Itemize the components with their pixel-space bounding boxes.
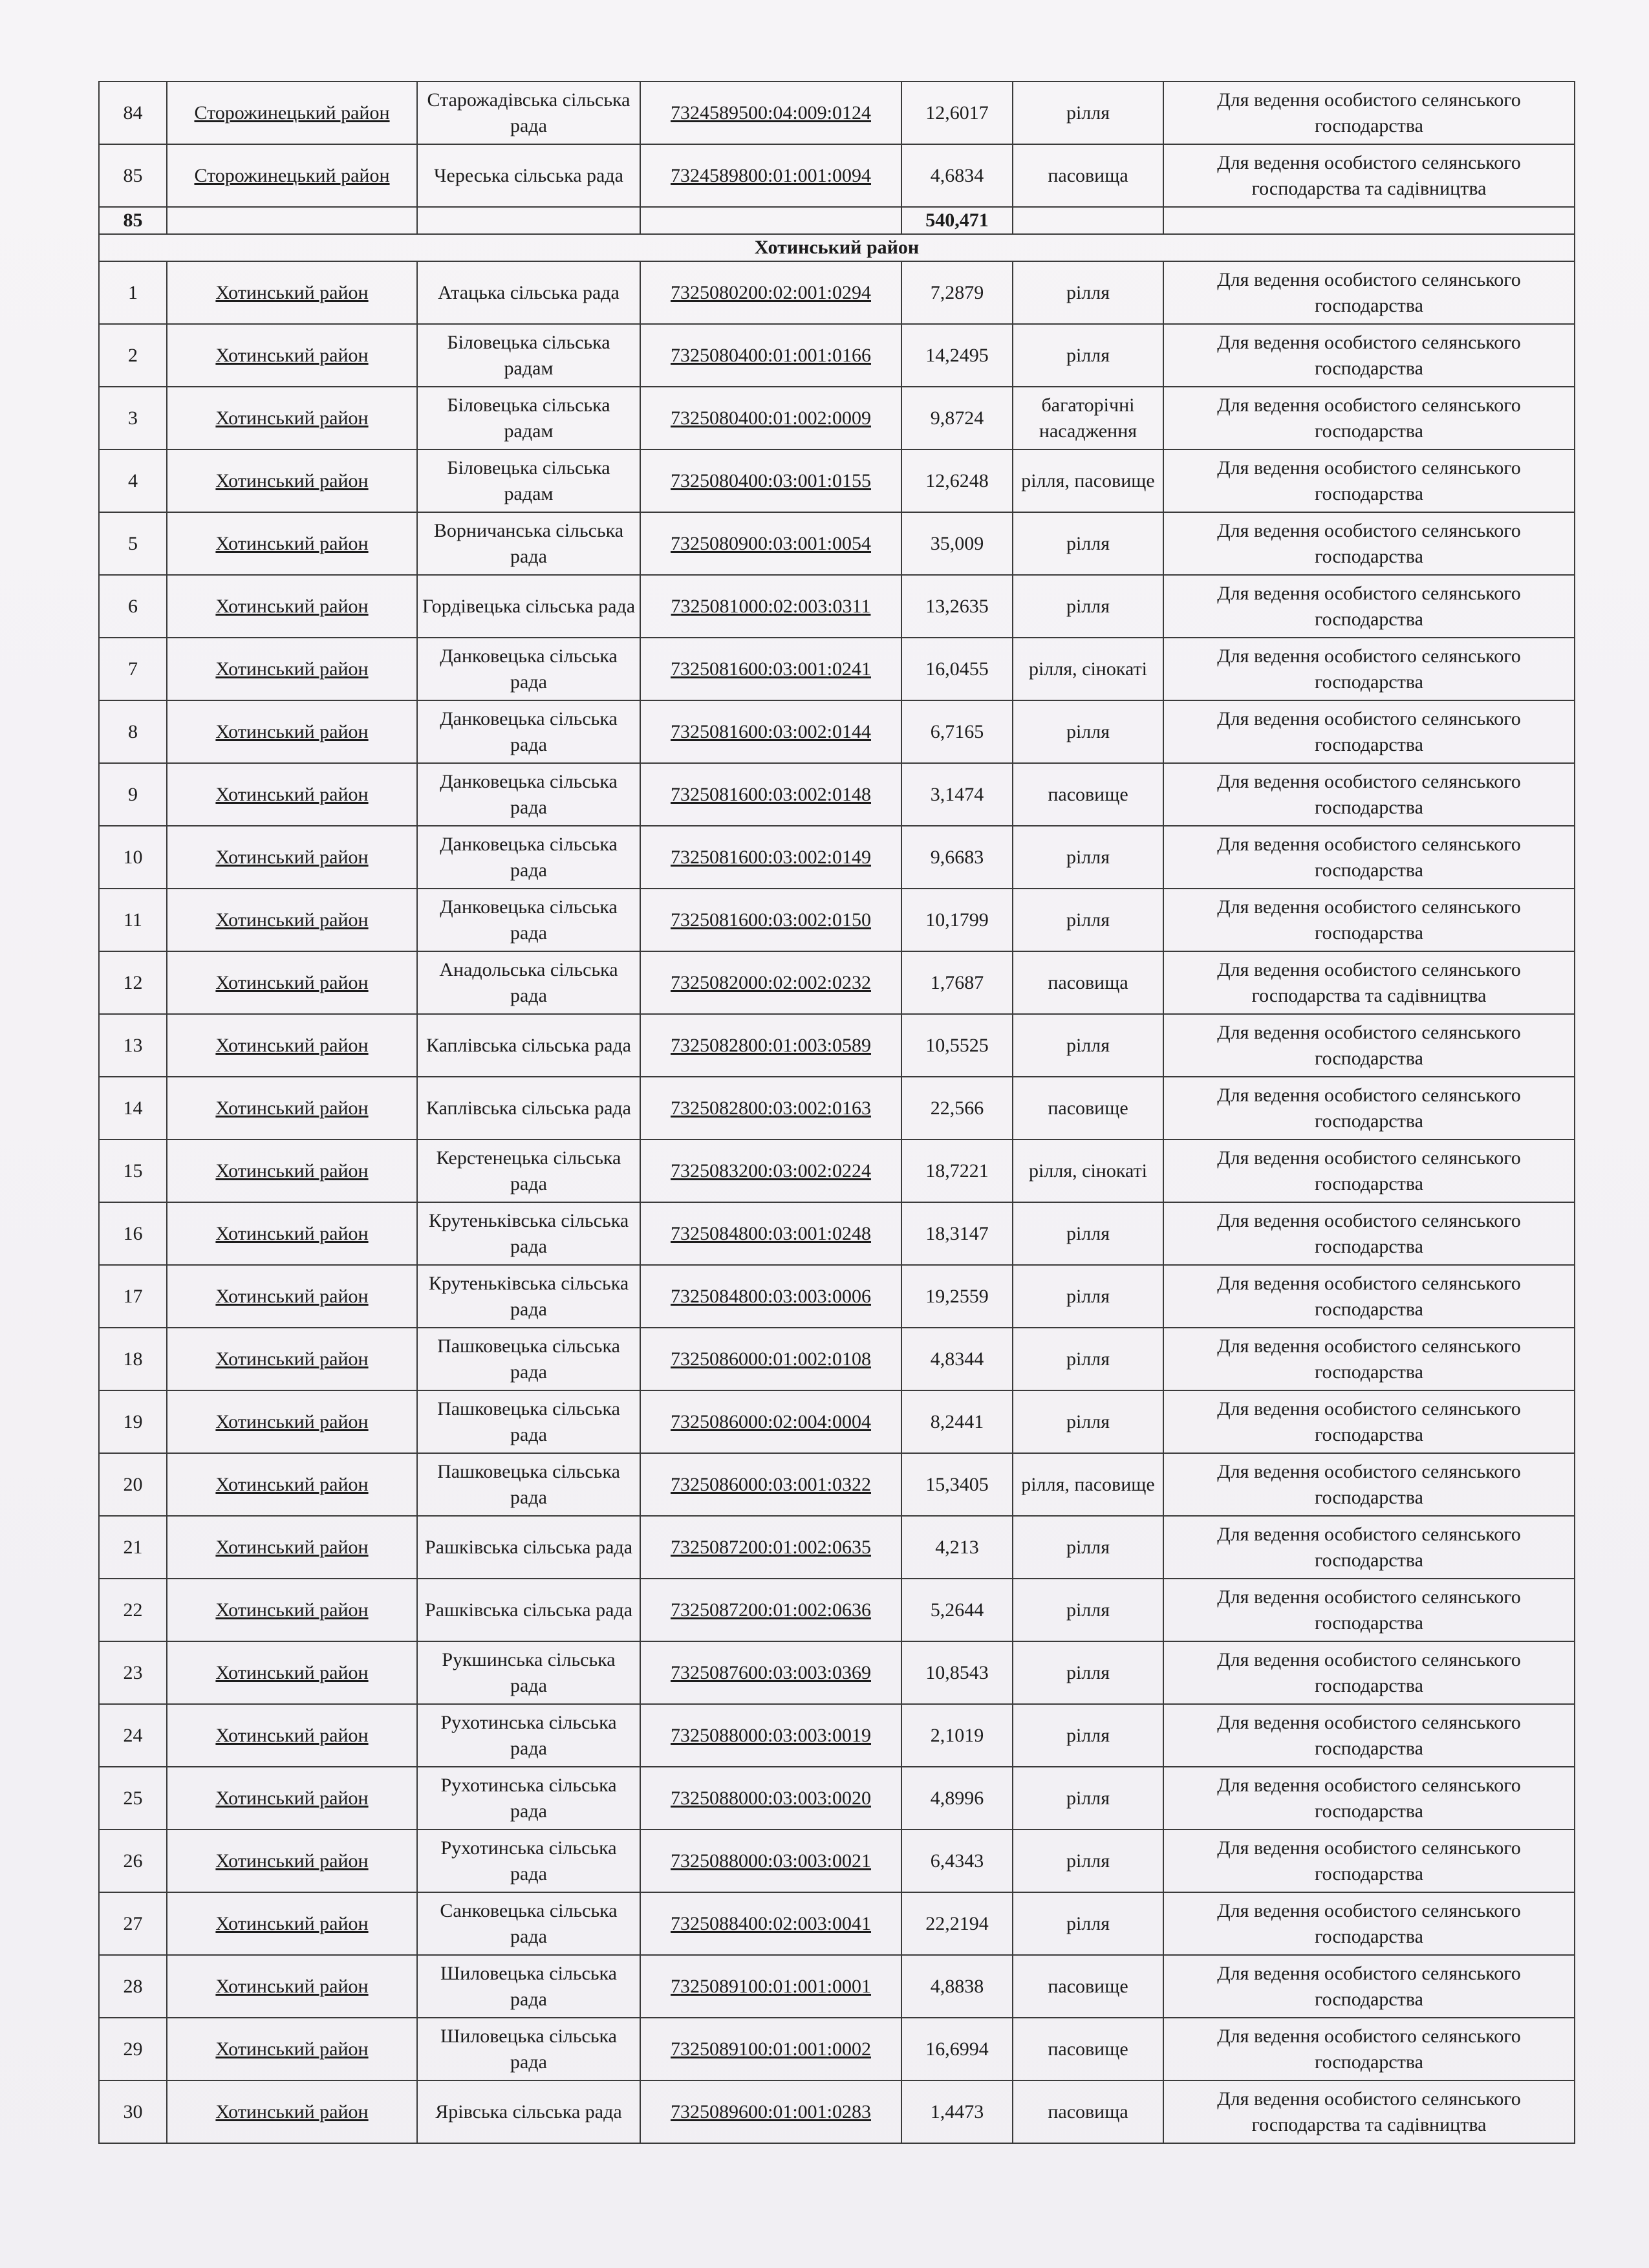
land-type: рілля xyxy=(1013,1579,1163,1641)
empty-cell xyxy=(417,207,640,234)
table-row xyxy=(99,81,1575,144)
cadastral-number-link[interactable]: 7325084800:03:001:0248 xyxy=(640,1202,901,1265)
area-value: 16,6994 xyxy=(901,2018,1013,2080)
subtotal-row xyxy=(99,207,1575,234)
area-value: 4,213 xyxy=(901,1516,1013,1579)
empty-cell xyxy=(167,207,417,234)
district-link[interactable]: Сторожинецький район xyxy=(167,144,417,207)
district-link[interactable]: Хотинський район xyxy=(167,2018,417,2080)
area-value: 4,8838 xyxy=(901,1955,1013,2018)
row-number: 29 xyxy=(99,2018,167,2080)
land-type: пасовище xyxy=(1013,1955,1163,2018)
cadastral-number-link[interactable]: 7325081600:03:002:0144 xyxy=(640,700,901,763)
district-link[interactable]: Хотинський район xyxy=(167,1830,417,1892)
council-name: Шиловецька сільська рада xyxy=(417,2018,640,2080)
row-number: 25 xyxy=(99,1767,167,1830)
cadastral-number-link[interactable]: 7325088000:03:003:0020 xyxy=(640,1767,901,1830)
cadastral-number-link[interactable]: 7325082800:03:002:0163 xyxy=(640,1077,901,1139)
row-number: 21 xyxy=(99,1516,167,1579)
table-row xyxy=(99,1453,1575,1516)
purpose-text: Для ведення особистого селянського господарства xyxy=(1163,1202,1575,1265)
purpose-text: Для ведення особистого селянського господарства та садівництва xyxy=(1163,2080,1575,2143)
row-number: 6 xyxy=(99,575,167,638)
council-name: Данковецька сільська рада xyxy=(417,826,640,889)
area-value: 19,2559 xyxy=(901,1265,1013,1328)
row-number: 27 xyxy=(99,1892,167,1955)
land-type: пасовище xyxy=(1013,763,1163,826)
area-value: 35,009 xyxy=(901,512,1013,575)
district-link[interactable]: Хотинський район xyxy=(167,449,417,512)
purpose-text: Для ведення особистого селянського господарства xyxy=(1163,575,1575,638)
table-row xyxy=(99,1830,1575,1892)
table-row xyxy=(99,1390,1575,1453)
land-type: рілля xyxy=(1013,575,1163,638)
cadastral-number-link[interactable]: 7325088000:03:003:0021 xyxy=(640,1830,901,1892)
table-row xyxy=(99,763,1575,826)
cadastral-number-link[interactable]: 7325084800:03:003:0006 xyxy=(640,1265,901,1328)
district-link[interactable]: Хотинський район xyxy=(167,387,417,449)
row-number: 15 xyxy=(99,1139,167,1202)
district-link[interactable]: Хотинський район xyxy=(167,1704,417,1767)
district-link[interactable]: Хотинський район xyxy=(167,700,417,763)
row-number: 18 xyxy=(99,1328,167,1390)
land-type: рілля xyxy=(1013,1892,1163,1955)
land-type: рілля, сінокаті xyxy=(1013,638,1163,700)
district-link[interactable]: Хотинський район xyxy=(167,1077,417,1139)
area-value: 4,8996 xyxy=(901,1767,1013,1830)
land-type: рілля xyxy=(1013,1014,1163,1077)
council-name: Санковецька сільська рада xyxy=(417,1892,640,1955)
row-number: 19 xyxy=(99,1390,167,1453)
row-number: 7 xyxy=(99,638,167,700)
area-value: 1,7687 xyxy=(901,951,1013,1014)
table-row xyxy=(99,1202,1575,1265)
table-row xyxy=(99,1579,1575,1641)
district-link[interactable]: Сторожинецький район xyxy=(167,81,417,144)
subtotal-count: 85 xyxy=(99,207,167,234)
area-value: 12,6248 xyxy=(901,449,1013,512)
district-link[interactable]: Хотинський район xyxy=(167,324,417,387)
empty-cell xyxy=(1013,207,1163,234)
subtotal-area: 540,471 xyxy=(901,207,1013,234)
table-row xyxy=(99,2080,1575,2143)
purpose-text: Для ведення особистого селянського господарства xyxy=(1163,449,1575,512)
district-link[interactable]: Хотинський район xyxy=(167,1014,417,1077)
land-type: рілля, сінокаті xyxy=(1013,1139,1163,1202)
purpose-text: Для ведення особистого селянського господарства xyxy=(1163,763,1575,826)
council-name: Данковецька сільська рада xyxy=(417,700,640,763)
table-row xyxy=(99,512,1575,575)
land-type: пасовище xyxy=(1013,2018,1163,2080)
district-link[interactable]: Хотинський район xyxy=(167,826,417,889)
purpose-text: Для ведення особистого селянського господарства xyxy=(1163,1767,1575,1830)
area-value: 7,2879 xyxy=(901,261,1013,324)
row-number: 9 xyxy=(99,763,167,826)
cadastral-number-link[interactable]: 7325081600:03:002:0150 xyxy=(640,889,901,951)
area-value: 10,1799 xyxy=(901,889,1013,951)
cadastral-number-link[interactable]: 7325083200:03:002:0224 xyxy=(640,1139,901,1202)
area-value: 8,2441 xyxy=(901,1390,1013,1453)
table-row xyxy=(99,1265,1575,1328)
table-row xyxy=(99,826,1575,889)
row-number: 4 xyxy=(99,449,167,512)
area-value: 5,2644 xyxy=(901,1579,1013,1641)
area-value: 15,3405 xyxy=(901,1453,1013,1516)
purpose-text: Для ведення особистого селянського господарства xyxy=(1163,387,1575,449)
district-link[interactable]: Хотинський район xyxy=(167,2080,417,2143)
area-value: 6,4343 xyxy=(901,1830,1013,1892)
row-number: 26 xyxy=(99,1830,167,1892)
council-name: Рашківська сільська рада xyxy=(417,1579,640,1641)
land-type: рілля xyxy=(1013,81,1163,144)
area-value: 4,8344 xyxy=(901,1328,1013,1390)
table-row xyxy=(99,261,1575,324)
purpose-text: Для ведення особистого селянського господарства xyxy=(1163,1892,1575,1955)
cadastral-number-link[interactable]: 7325088000:03:003:0019 xyxy=(640,1704,901,1767)
council-name: Ярівська сільська рада xyxy=(417,2080,640,2143)
council-name: Крутеньківська сільська рада xyxy=(417,1265,640,1328)
purpose-text: Для ведення особистого селянського господарства xyxy=(1163,1579,1575,1641)
area-value: 22,2194 xyxy=(901,1892,1013,1955)
row-number: 30 xyxy=(99,2080,167,2143)
district-link[interactable]: Хотинський район xyxy=(167,1390,417,1453)
purpose-text: Для ведення особистого селянського господарства xyxy=(1163,1516,1575,1579)
table-row xyxy=(99,951,1575,1014)
cadastral-number-link[interactable]: 7325086000:03:001:0322 xyxy=(640,1453,901,1516)
council-name: Пашковецька сільська рада xyxy=(417,1328,640,1390)
row-number: 5 xyxy=(99,512,167,575)
table-row xyxy=(99,638,1575,700)
land-type: рілля, пасовище xyxy=(1013,449,1163,512)
land-type: рілля xyxy=(1013,1516,1163,1579)
council-name: Рухотинська сільська рада xyxy=(417,1767,640,1830)
district-link[interactable]: Хотинський район xyxy=(167,1955,417,2018)
table-row xyxy=(99,324,1575,387)
council-name: Рухотинська сільська рада xyxy=(417,1830,640,1892)
district-link[interactable]: Хотинський район xyxy=(167,638,417,700)
cadastral-number-link[interactable]: 7325080400:01:001:0166 xyxy=(640,324,901,387)
purpose-text: Для ведення особистого селянського господарства xyxy=(1163,512,1575,575)
purpose-text: Для ведення особистого селянського господарства xyxy=(1163,261,1575,324)
council-name: Атацька сільська рада xyxy=(417,261,640,324)
purpose-text: Для ведення особистого селянського господарства та садівництва xyxy=(1163,951,1575,1014)
land-type: рілля xyxy=(1013,1704,1163,1767)
cadastral-number-link[interactable]: 7324589800:01:001:0094 xyxy=(640,144,901,207)
council-name: Старожадівська сільська рада xyxy=(417,81,640,144)
purpose-text: Для ведення особистого селянського господарства xyxy=(1163,1139,1575,1202)
council-name: Ворничанська сільська рада xyxy=(417,512,640,575)
cadastral-number-link[interactable]: 7325081600:03:002:0149 xyxy=(640,826,901,889)
district-link[interactable]: Хотинський район xyxy=(167,1265,417,1328)
cadastral-number-link[interactable]: 7325086000:01:002:0108 xyxy=(640,1328,901,1390)
land-type: рілля xyxy=(1013,700,1163,763)
cadastral-number-link[interactable]: 7325087200:01:002:0636 xyxy=(640,1579,901,1641)
council-name: Рухотинська сільська рада xyxy=(417,1704,640,1767)
land-type: пасовища xyxy=(1013,2080,1163,2143)
row-number: 8 xyxy=(99,700,167,763)
purpose-text: Для ведення особистого селянського господарства xyxy=(1163,324,1575,387)
land-type: рілля xyxy=(1013,1390,1163,1453)
area-value: 4,6834 xyxy=(901,144,1013,207)
table-row xyxy=(99,1641,1575,1704)
council-name: Біловецька сільська радам xyxy=(417,387,640,449)
table-body xyxy=(99,81,1575,2143)
land-type: рілля xyxy=(1013,826,1163,889)
table-row xyxy=(99,1139,1575,1202)
land-type: пасовища xyxy=(1013,951,1163,1014)
district-link[interactable]: Хотинський район xyxy=(167,763,417,826)
row-number: 3 xyxy=(99,387,167,449)
land-type: рілля xyxy=(1013,261,1163,324)
council-name: Данковецька сільська рада xyxy=(417,638,640,700)
district-link[interactable]: Хотинський район xyxy=(167,889,417,951)
empty-cell xyxy=(640,207,901,234)
cadastral-number-link[interactable]: 7325089600:01:001:0283 xyxy=(640,2080,901,2143)
council-name: Пашковецька сільська рада xyxy=(417,1390,640,1453)
cadastral-number-link[interactable]: 7325080400:01:002:0009 xyxy=(640,387,901,449)
district-link[interactable]: Хотинський район xyxy=(167,1328,417,1390)
row-number: 1 xyxy=(99,261,167,324)
area-value: 18,7221 xyxy=(901,1139,1013,1202)
council-name: Каплівська сільська рада xyxy=(417,1014,640,1077)
area-value: 10,5525 xyxy=(901,1014,1013,1077)
row-number: 28 xyxy=(99,1955,167,2018)
council-name: Рашківська сільська рада xyxy=(417,1516,640,1579)
table-row xyxy=(99,1704,1575,1767)
land-type: рілля xyxy=(1013,512,1163,575)
land-type: рілля xyxy=(1013,1830,1163,1892)
land-type: рілля, пасовище xyxy=(1013,1453,1163,1516)
cadastral-number-link[interactable]: 7325080200:02:001:0294 xyxy=(640,261,901,324)
row-number: 11 xyxy=(99,889,167,951)
council-name: Гордівецька сільська рада xyxy=(417,575,640,638)
purpose-text: Для ведення особистого селянського господарства xyxy=(1163,638,1575,700)
row-number: 13 xyxy=(99,1014,167,1077)
land-type: рілля xyxy=(1013,324,1163,387)
land-type: рілля xyxy=(1013,1767,1163,1830)
table-row xyxy=(99,1955,1575,2018)
council-name: Череська сільська рада xyxy=(417,144,640,207)
district-link[interactable]: Хотинський район xyxy=(167,575,417,638)
district-link[interactable]: Хотинський район xyxy=(167,951,417,1014)
cadastral-number-link[interactable]: 7325087200:01:002:0635 xyxy=(640,1516,901,1579)
council-name: Крутеньківська сільська рада xyxy=(417,1202,640,1265)
council-name: Керстенецька сільська рада xyxy=(417,1139,640,1202)
purpose-text: Для ведення особистого селянського господарства xyxy=(1163,889,1575,951)
purpose-text: Для ведення особистого селянського господарства xyxy=(1163,1453,1575,1516)
purpose-text: Для ведення особистого селянського господарства xyxy=(1163,1014,1575,1077)
area-value: 10,8543 xyxy=(901,1641,1013,1704)
table-row xyxy=(99,700,1575,763)
district-link[interactable]: Хотинський район xyxy=(167,1516,417,1579)
area-value: 9,8724 xyxy=(901,387,1013,449)
table-row xyxy=(99,1014,1575,1077)
district-link[interactable]: Хотинський район xyxy=(167,1767,417,1830)
row-number: 84 xyxy=(99,81,167,144)
row-number: 2 xyxy=(99,324,167,387)
purpose-text: Для ведення особистого селянського господарства xyxy=(1163,1265,1575,1328)
table-row xyxy=(99,575,1575,638)
cadastral-number-link[interactable]: 7325088400:02:003:0041 xyxy=(640,1892,901,1955)
area-value: 1,4473 xyxy=(901,2080,1013,2143)
area-value: 6,7165 xyxy=(901,700,1013,763)
table-row xyxy=(99,1892,1575,1955)
purpose-text: Для ведення особистого селянського господарства xyxy=(1163,1955,1575,2018)
council-name: Біловецька сільська радам xyxy=(417,324,640,387)
purpose-text: Для ведення особистого селянського господарства xyxy=(1163,1328,1575,1390)
purpose-text: Для ведення особистого селянського господарства xyxy=(1163,1704,1575,1767)
purpose-text: Для ведення особистого селянського господарства xyxy=(1163,1830,1575,1892)
council-name: Шиловецька сільська рада xyxy=(417,1955,640,2018)
table-row xyxy=(99,2018,1575,2080)
land-type: пасовища xyxy=(1013,144,1163,207)
table-row xyxy=(99,1767,1575,1830)
land-plots-table xyxy=(98,81,1575,2144)
area-value: 22,566 xyxy=(901,1077,1013,1139)
council-name: Пашковецька сільська рада xyxy=(417,1453,640,1516)
area-value: 13,2635 xyxy=(901,575,1013,638)
land-type: рілля xyxy=(1013,1265,1163,1328)
cadastral-number-link[interactable]: 7325089100:01:001:0001 xyxy=(640,1955,901,2018)
row-number: 16 xyxy=(99,1202,167,1265)
row-number: 17 xyxy=(99,1265,167,1328)
land-type: рілля xyxy=(1013,889,1163,951)
cadastral-number-link[interactable]: 7325086000:02:004:0004 xyxy=(640,1390,901,1453)
row-number: 22 xyxy=(99,1579,167,1641)
row-number: 14 xyxy=(99,1077,167,1139)
cadastral-number-link[interactable]: 7325081600:03:002:0148 xyxy=(640,763,901,826)
row-number: 10 xyxy=(99,826,167,889)
purpose-text: Для ведення особистого селянського господарства xyxy=(1163,700,1575,763)
table-row xyxy=(99,889,1575,951)
district-link[interactable]: Хотинський район xyxy=(167,1139,417,1202)
purpose-text: Для ведення особистого селянського господарства xyxy=(1163,81,1575,144)
council-name: Біловецька сільська радам xyxy=(417,449,640,512)
empty-cell xyxy=(1163,207,1575,234)
table-row xyxy=(99,144,1575,207)
cadastral-number-link[interactable]: 7325087600:03:003:0369 xyxy=(640,1641,901,1704)
cadastral-number-link[interactable]: 7325080400:03:001:0155 xyxy=(640,449,901,512)
council-name: Данковецька сільська рада xyxy=(417,889,640,951)
area-value: 18,3147 xyxy=(901,1202,1013,1265)
district-link[interactable]: Хотинський район xyxy=(167,1202,417,1265)
council-name: Данковецька сільська рада xyxy=(417,763,640,826)
land-type: пасовище xyxy=(1013,1077,1163,1139)
district-link[interactable]: Хотинський район xyxy=(167,1579,417,1641)
area-value: 9,6683 xyxy=(901,826,1013,889)
table-row xyxy=(99,1328,1575,1390)
cadastral-number-link[interactable]: 7325089100:01:001:0002 xyxy=(640,2018,901,2080)
district-link[interactable]: Хотинський район xyxy=(167,1892,417,1955)
district-link[interactable]: Хотинський район xyxy=(167,512,417,575)
cadastral-number-link[interactable]: 7325081600:03:001:0241 xyxy=(640,638,901,700)
table-row xyxy=(99,1077,1575,1139)
council-name: Анадольська сільська рада xyxy=(417,951,640,1014)
council-name: Каплівська сільська рада xyxy=(417,1077,640,1139)
row-number: 85 xyxy=(99,144,167,207)
row-number: 20 xyxy=(99,1453,167,1516)
land-type: багаторічні насадження xyxy=(1013,387,1163,449)
land-type: рілля xyxy=(1013,1641,1163,1704)
land-type: рілля xyxy=(1013,1202,1163,1265)
council-name: Рукшинська сільська рада xyxy=(417,1641,640,1704)
table-row xyxy=(99,449,1575,512)
purpose-text: Для ведення особистого селянського господарства xyxy=(1163,1641,1575,1704)
cadastral-number-link[interactable]: 7325082000:02:002:0232 xyxy=(640,951,901,1014)
row-number: 24 xyxy=(99,1704,167,1767)
purpose-text: Для ведення особистого селянського господарства xyxy=(1163,1390,1575,1453)
table-row xyxy=(99,1516,1575,1579)
district-link[interactable]: Хотинський район xyxy=(167,261,417,324)
purpose-text: Для ведення особистого селянського господарства xyxy=(1163,1077,1575,1139)
row-number: 12 xyxy=(99,951,167,1014)
land-type: рілля xyxy=(1013,1328,1163,1390)
area-value: 16,0455 xyxy=(901,638,1013,700)
table-row xyxy=(99,387,1575,449)
cadastral-number-link[interactable]: 7325082800:01:003:0589 xyxy=(640,1014,901,1077)
purpose-text: Для ведення особистого селянського господарства та садівництва xyxy=(1163,144,1575,207)
row-number: 23 xyxy=(99,1641,167,1704)
area-value: 3,1474 xyxy=(901,763,1013,826)
area-value: 12,6017 xyxy=(901,81,1013,144)
section-title: Хотинський район xyxy=(99,234,1575,261)
cadastral-number-link[interactable]: 7325080900:03:001:0054 xyxy=(640,512,901,575)
district-link[interactable]: Хотинський район xyxy=(167,1453,417,1516)
district-link[interactable]: Хотинський район xyxy=(167,1641,417,1704)
area-value: 14,2495 xyxy=(901,324,1013,387)
cadastral-number-link[interactable]: 7324589500:04:009:0124 xyxy=(640,81,901,144)
purpose-text: Для ведення особистого селянського господарства xyxy=(1163,826,1575,889)
purpose-text: Для ведення особистого селянського господарства xyxy=(1163,2018,1575,2080)
area-value: 2,1019 xyxy=(901,1704,1013,1767)
section-header-row xyxy=(99,234,1575,261)
cadastral-number-link[interactable]: 7325081000:02:003:0311 xyxy=(640,575,901,638)
